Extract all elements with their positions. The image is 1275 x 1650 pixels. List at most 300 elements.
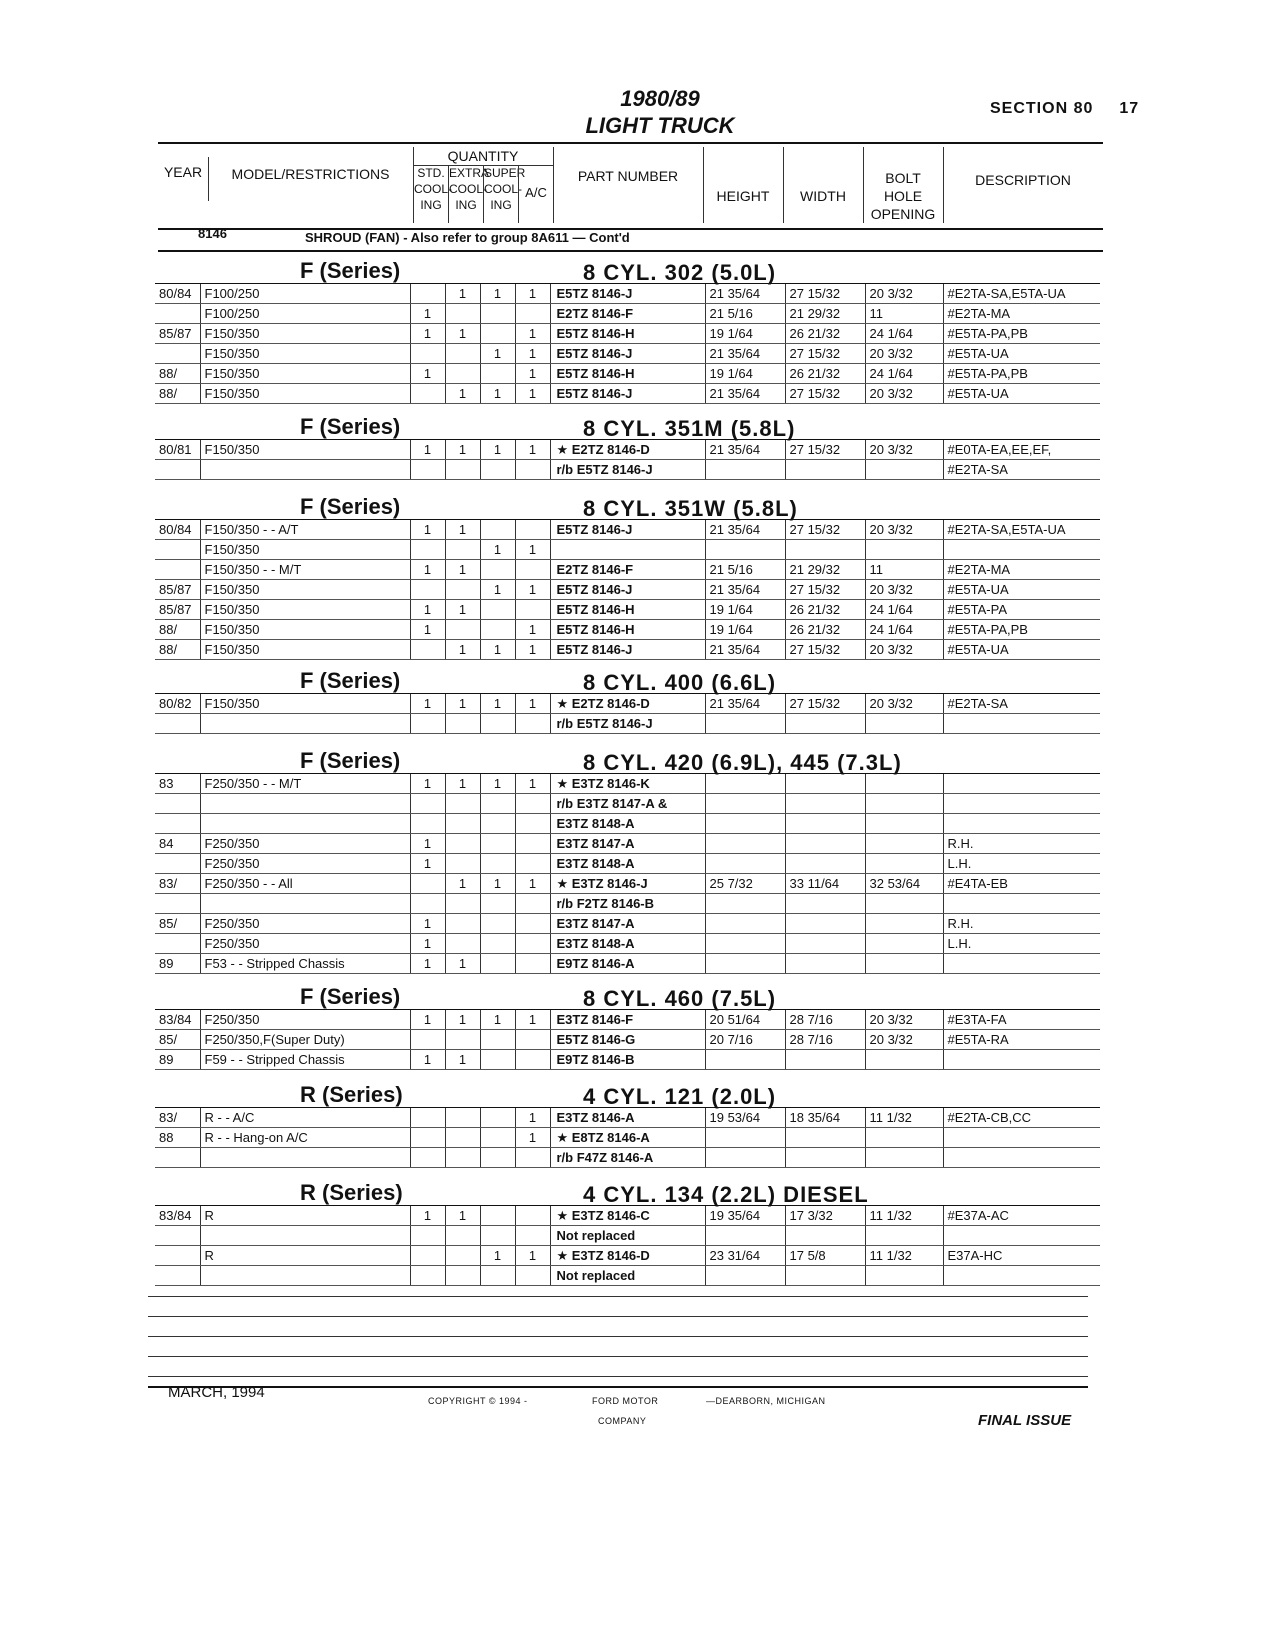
cell-ac [515,814,550,834]
cell-bolt: 20 3/32 [865,580,943,600]
cell-height [705,854,785,874]
cell-width: 27 15/32 [785,580,865,600]
col-super-line: SUPER [484,166,526,180]
cell-extra [445,794,480,814]
cell-part: E5TZ 8146-G [550,1030,705,1050]
cell-height: 19 53/64 [705,1108,785,1128]
cell-std [410,540,445,560]
table-row [155,834,1100,854]
cell-height [705,834,785,854]
cell-height: 21 5/16 [705,304,785,324]
series-label: R (Series) [300,1180,403,1205]
cell-part: E3TZ 8148-A [550,854,705,874]
cell-bolt: 20 3/32 [865,284,943,304]
cell-year [155,934,200,954]
cell-std: 1 [410,1050,445,1070]
cell-width [785,854,865,874]
cell-year: 83/ [155,874,200,894]
cell-desc: #E5TA-PA,PB [943,324,1100,344]
cell-super [480,954,515,974]
cell-desc: #E5TA-PA,PB [943,364,1100,384]
cell-model: F100/250 [200,284,410,304]
cell-part [550,540,705,560]
cell-extra [445,364,480,384]
cell-std: 1 [410,304,445,324]
cell-super [480,560,515,580]
cell-std [410,640,445,660]
cell-super [480,834,515,854]
cell-desc: #E2TA-MA [943,304,1100,324]
cell-model: F150/350 [200,344,410,364]
cell-part: E5TZ 8146-J [550,640,705,660]
parts-table [155,1010,1100,1070]
cell-model: F150/350 [200,540,410,560]
table-row [155,894,1100,914]
col-std [414,165,453,213]
cell-extra: 1 [445,694,480,714]
cell-part: E5TZ 8146-H [550,620,705,640]
cell-bolt: 32 53/64 [865,874,943,894]
cell-part: E5TZ 8146-J [550,384,705,404]
cell-part: ★ E3TZ 8146-D [550,1246,705,1266]
series-label: F (Series) [300,494,401,519]
cell-std: 1 [410,520,445,540]
cell-year: 88/ [155,384,200,404]
cell-extra: 1 [445,954,480,974]
cell-year: 85/87 [155,580,200,600]
cell-year: 85/ [155,1030,200,1050]
cell-ac: 1 [515,1108,550,1128]
cell-bolt [865,914,943,934]
cell-extra: 1 [445,560,480,580]
cell-height [705,774,785,794]
cell-width: 26 21/32 [785,620,865,640]
cell-std: 1 [410,364,445,384]
table-row [155,814,1100,834]
cell-model: R - - A/C [200,1108,410,1128]
cell-super: 1 [480,1010,515,1030]
cell-super [480,894,515,914]
cell-part: E3TZ 8146-A [550,1108,705,1128]
cell-desc [943,1148,1100,1168]
col-std-line: STD. [417,166,445,180]
cell-width [785,954,865,974]
cell-extra [445,894,480,914]
cell-year: 88/ [155,620,200,640]
table-row [155,304,1100,324]
group-title-rule [155,1107,1100,1108]
cell-super: 1 [480,874,515,894]
cell-ac [515,894,550,914]
cell-std: 1 [410,934,445,954]
cell-extra: 1 [445,1206,480,1226]
cell-desc [943,1128,1100,1148]
cell-height: 19 1/64 [705,620,785,640]
engine-label: 8 CYL. 302 (5.0L) [583,260,777,285]
cell-year: 89 [155,1050,200,1070]
cell-model: F250/350 - - All [200,874,410,894]
cell-bolt [865,714,943,734]
col-super [484,165,526,213]
cell-year [155,344,200,364]
cell-ac: 1 [515,284,550,304]
cell-ac [515,1226,550,1246]
cell-extra [445,1246,480,1266]
table-row [155,1266,1100,1286]
cell-width: 27 15/32 [785,694,865,714]
cell-height [705,934,785,954]
cell-super: 1 [480,384,515,404]
group-section [155,984,1100,1070]
parts-table [155,520,1100,660]
cell-part: r/b E5TZ 8146-J [550,714,705,734]
cell-desc: #E5TA-PA,PB [943,620,1100,640]
col-year: YEAR [163,164,203,180]
cell-bolt: 24 1/64 [865,324,943,344]
cell-std [410,714,445,734]
cell-extra: 1 [445,640,480,660]
series-label: F (Series) [300,668,401,693]
cell-super [480,1050,515,1070]
footer-date: MARCH, 1994 [168,1384,265,1401]
cell-model [200,714,410,734]
series-label: F (Series) [300,414,401,439]
cell-height: 21 35/64 [705,344,785,364]
cell-ac [515,1148,550,1168]
cell-width [785,714,865,734]
cell-super: 1 [480,694,515,714]
col-bolt-line: OPENING [870,206,936,222]
cell-part: E5TZ 8146-J [550,284,705,304]
group-title-rule [155,439,1100,440]
col-height: HEIGHT [716,188,770,204]
cell-extra [445,1030,480,1050]
cell-std [410,874,445,894]
cell-super: 1 [480,440,515,460]
cell-ac [515,1266,550,1286]
cell-std [410,794,445,814]
cell-std [410,344,445,364]
cell-width: 21 29/32 [785,560,865,580]
table-row [155,954,1100,974]
table-row [155,874,1100,894]
cell-desc [943,794,1100,814]
cell-model [200,1226,410,1246]
group-title-rule [155,1205,1100,1206]
table-row [155,384,1100,404]
table-row [155,854,1100,874]
cell-std: 1 [410,774,445,794]
cell-ac [515,954,550,974]
cell-model: R [200,1206,410,1226]
col-std-line: ING [420,198,442,212]
engine-label: 8 CYL. 460 (7.5L) [583,986,777,1011]
cell-std: 1 [410,694,445,714]
cell-height: 19 35/64 [705,1206,785,1226]
blank-rule [148,1336,1088,1337]
cell-ac: 1 [515,540,550,560]
cell-height: 21 35/64 [705,640,785,660]
cell-part: E5TZ 8146-J [550,580,705,600]
cell-height: 20 51/64 [705,1010,785,1030]
table-row [155,640,1100,660]
cell-extra [445,344,480,364]
group-section [155,1180,1100,1286]
cell-year: 85/ [155,914,200,934]
cell-width [785,934,865,954]
cell-year: 89 [155,954,200,974]
cell-desc: #E2TA-SA [943,460,1100,480]
cell-height [705,894,785,914]
cell-part: r/b F2TZ 8146-B [550,894,705,914]
cell-bolt [865,1128,943,1148]
cell-height [705,1050,785,1070]
cell-super: 1 [480,640,515,660]
cell-model: F150/350 - - M/T [200,560,410,580]
cell-ac: 1 [515,344,550,364]
cell-extra: 1 [445,1050,480,1070]
cell-height: 21 35/64 [705,580,785,600]
cell-desc: #E2TA-SA [943,694,1100,714]
cell-desc [943,1266,1100,1286]
cell-ac: 1 [515,1128,550,1148]
header-bottom-rule [158,228,1103,230]
cell-super: 1 [480,284,515,304]
cell-desc: #E0TA-EA,EE,EF, [943,440,1100,460]
cell-model: F59 - - Stripped Chassis [200,1050,410,1070]
cell-bolt: 20 3/32 [865,1010,943,1030]
blank-rule [148,1316,1088,1317]
parts-table [155,694,1100,734]
cell-part: ★ E2TZ 8146-D [550,440,705,460]
cell-bolt [865,1266,943,1286]
cell-bolt: 20 3/32 [865,694,943,714]
cell-height [705,460,785,480]
cell-ac: 1 [515,1010,550,1030]
cell-bolt: 20 3/32 [865,384,943,404]
cell-model [200,1148,410,1168]
parts-table [155,440,1100,480]
col-ac: A/C [525,185,547,200]
col-model: MODEL/RESTRICTIONS [231,166,390,182]
cell-bolt: 24 1/64 [865,620,943,640]
group-title [155,494,1100,520]
cell-width [785,814,865,834]
cell-model: R - - Hang-on A/C [200,1128,410,1148]
cell-desc: #E2TA-SA,E5TA-UA [943,520,1100,540]
cell-std [410,284,445,304]
cell-height [705,1266,785,1286]
cell-model [200,794,410,814]
table-row [155,1050,1100,1070]
group-title [155,258,1100,284]
cell-part: E3TZ 8148-A [550,814,705,834]
group-title-rule [155,519,1100,520]
col-bolt-line: BOLT [885,170,921,186]
cell-bolt [865,934,943,954]
cell-super [480,914,515,934]
cell-desc: #E5TA-UA [943,344,1100,364]
cell-height: 19 1/64 [705,364,785,384]
column-header [158,143,1103,229]
page-number: 17 [1119,100,1140,117]
cell-bolt: 20 3/32 [865,640,943,660]
parts-table [155,1108,1100,1168]
cell-ac [515,714,550,734]
cell-bolt: 24 1/64 [865,364,943,384]
parts-table [155,774,1100,974]
cell-height [705,1128,785,1148]
cell-year [155,1148,200,1168]
cell-super [480,600,515,620]
cell-model: F150/350 [200,640,410,660]
cell-height: 21 35/64 [705,440,785,460]
group-description: SHROUD (FAN) - Also refer to group 8A611 — Cont'd [305,230,630,245]
parts-table [155,1206,1100,1286]
cell-std [410,814,445,834]
cell-width: 17 3/32 [785,1206,865,1226]
cell-model: F150/350 [200,694,410,714]
cell-super [480,1030,515,1050]
table-row [155,1246,1100,1266]
cell-desc [943,774,1100,794]
cell-year [155,304,200,324]
cell-ac [515,304,550,324]
cell-year [155,894,200,914]
col-bolt-line: HOLE [883,188,923,204]
cell-bolt: 20 3/32 [865,1030,943,1050]
cell-height: 19 1/64 [705,600,785,620]
cell-extra [445,580,480,600]
cell-ac [515,600,550,620]
cell-year [155,560,200,580]
cell-part: E5TZ 8146-J [550,344,705,364]
group-title [155,1082,1100,1108]
cell-bolt [865,460,943,480]
cell-height [705,1226,785,1246]
cell-ac: 1 [515,440,550,460]
cell-model: F250/350 - - M/T [200,774,410,794]
cell-model: F100/250 [200,304,410,324]
group-title [155,414,1100,440]
cell-desc: L.H. [943,934,1100,954]
col-extra-line: ING [455,198,477,212]
cell-super: 1 [480,540,515,560]
col-extra-line: COOL- [449,182,488,196]
cell-height: 20 7/16 [705,1030,785,1050]
cell-bolt [865,834,943,854]
cell-super [480,814,515,834]
cell-part: E3TZ 8148-A [550,934,705,954]
cell-ac: 1 [515,774,550,794]
cell-part: E5TZ 8146-H [550,324,705,344]
engine-label: 4 CYL. 134 (2.2L) DIESEL [583,1182,869,1207]
cell-model: F150/350 [200,580,410,600]
cell-part: ★ E3TZ 8146-J [550,874,705,894]
cell-height: 19 1/64 [705,324,785,344]
table-row [155,714,1100,734]
cell-year: 85/87 [155,324,200,344]
cell-year [155,540,200,560]
cell-model: F250/350 [200,854,410,874]
cell-part: E5TZ 8146-H [550,600,705,620]
cell-desc: #E5TA-PA [943,600,1100,620]
cell-part: Not replaced [550,1266,705,1286]
cell-bolt: 20 3/32 [865,520,943,540]
cell-desc [943,1226,1100,1246]
table-row [155,324,1100,344]
cell-desc: #E5TA-UA [943,580,1100,600]
cell-bolt [865,1050,943,1070]
cell-height: 25 7/32 [705,874,785,894]
cell-desc: R.H. [943,834,1100,854]
cell-bolt: 11 [865,560,943,580]
table-row [155,440,1100,460]
cell-ac [515,914,550,934]
table-row [155,914,1100,934]
cell-bolt: 20 3/32 [865,344,943,364]
cell-super [480,934,515,954]
cell-width: 27 15/32 [785,284,865,304]
cell-width: 28 7/16 [785,1010,865,1030]
cell-width: 27 15/32 [785,640,865,660]
cell-model [200,460,410,480]
footer-company: FORD MOTOR [592,1396,659,1406]
cell-super: 1 [480,344,515,364]
col-width: WIDTH [800,188,846,204]
cell-part: E3TZ 8147-A [550,914,705,934]
cell-bolt: 11 1/32 [865,1246,943,1266]
cell-ac: 1 [515,384,550,404]
group-title-rule [155,773,1100,774]
series-label: F (Series) [300,748,401,773]
series-label: F (Series) [300,984,401,1009]
cell-part: ★ E2TZ 8146-D [550,694,705,714]
cell-ac: 1 [515,640,550,660]
cell-super: 1 [480,774,515,794]
table-row [155,620,1100,640]
group-section [155,414,1100,480]
cell-super: 1 [480,580,515,600]
cell-part: E5TZ 8146-J [550,520,705,540]
blank-rule [148,1296,1088,1297]
cell-year [155,460,200,480]
col-extra [449,165,490,213]
cell-std [410,1108,445,1128]
cell-ac: 1 [515,874,550,894]
cell-width: 27 15/32 [785,384,865,404]
cell-part: r/b F47Z 8146-A [550,1148,705,1168]
cell-bolt: 11 [865,304,943,324]
cell-ac: 1 [515,364,550,384]
engine-label: 8 CYL. 351W (5.8L) [583,496,798,521]
cell-extra [445,1128,480,1148]
group-section [155,258,1100,404]
cell-desc [943,540,1100,560]
cell-model: F250/350 [200,834,410,854]
cell-model: F150/350 - - A/T [200,520,410,540]
cell-part: E5TZ 8146-H [550,364,705,384]
table-row [155,520,1100,540]
group-section [155,748,1100,974]
cell-width: 26 21/32 [785,364,865,384]
cell-model: F150/350 [200,440,410,460]
cell-bolt [865,954,943,974]
cell-extra [445,540,480,560]
cell-year: 88/ [155,364,200,384]
cell-extra [445,914,480,934]
cell-height [705,540,785,560]
